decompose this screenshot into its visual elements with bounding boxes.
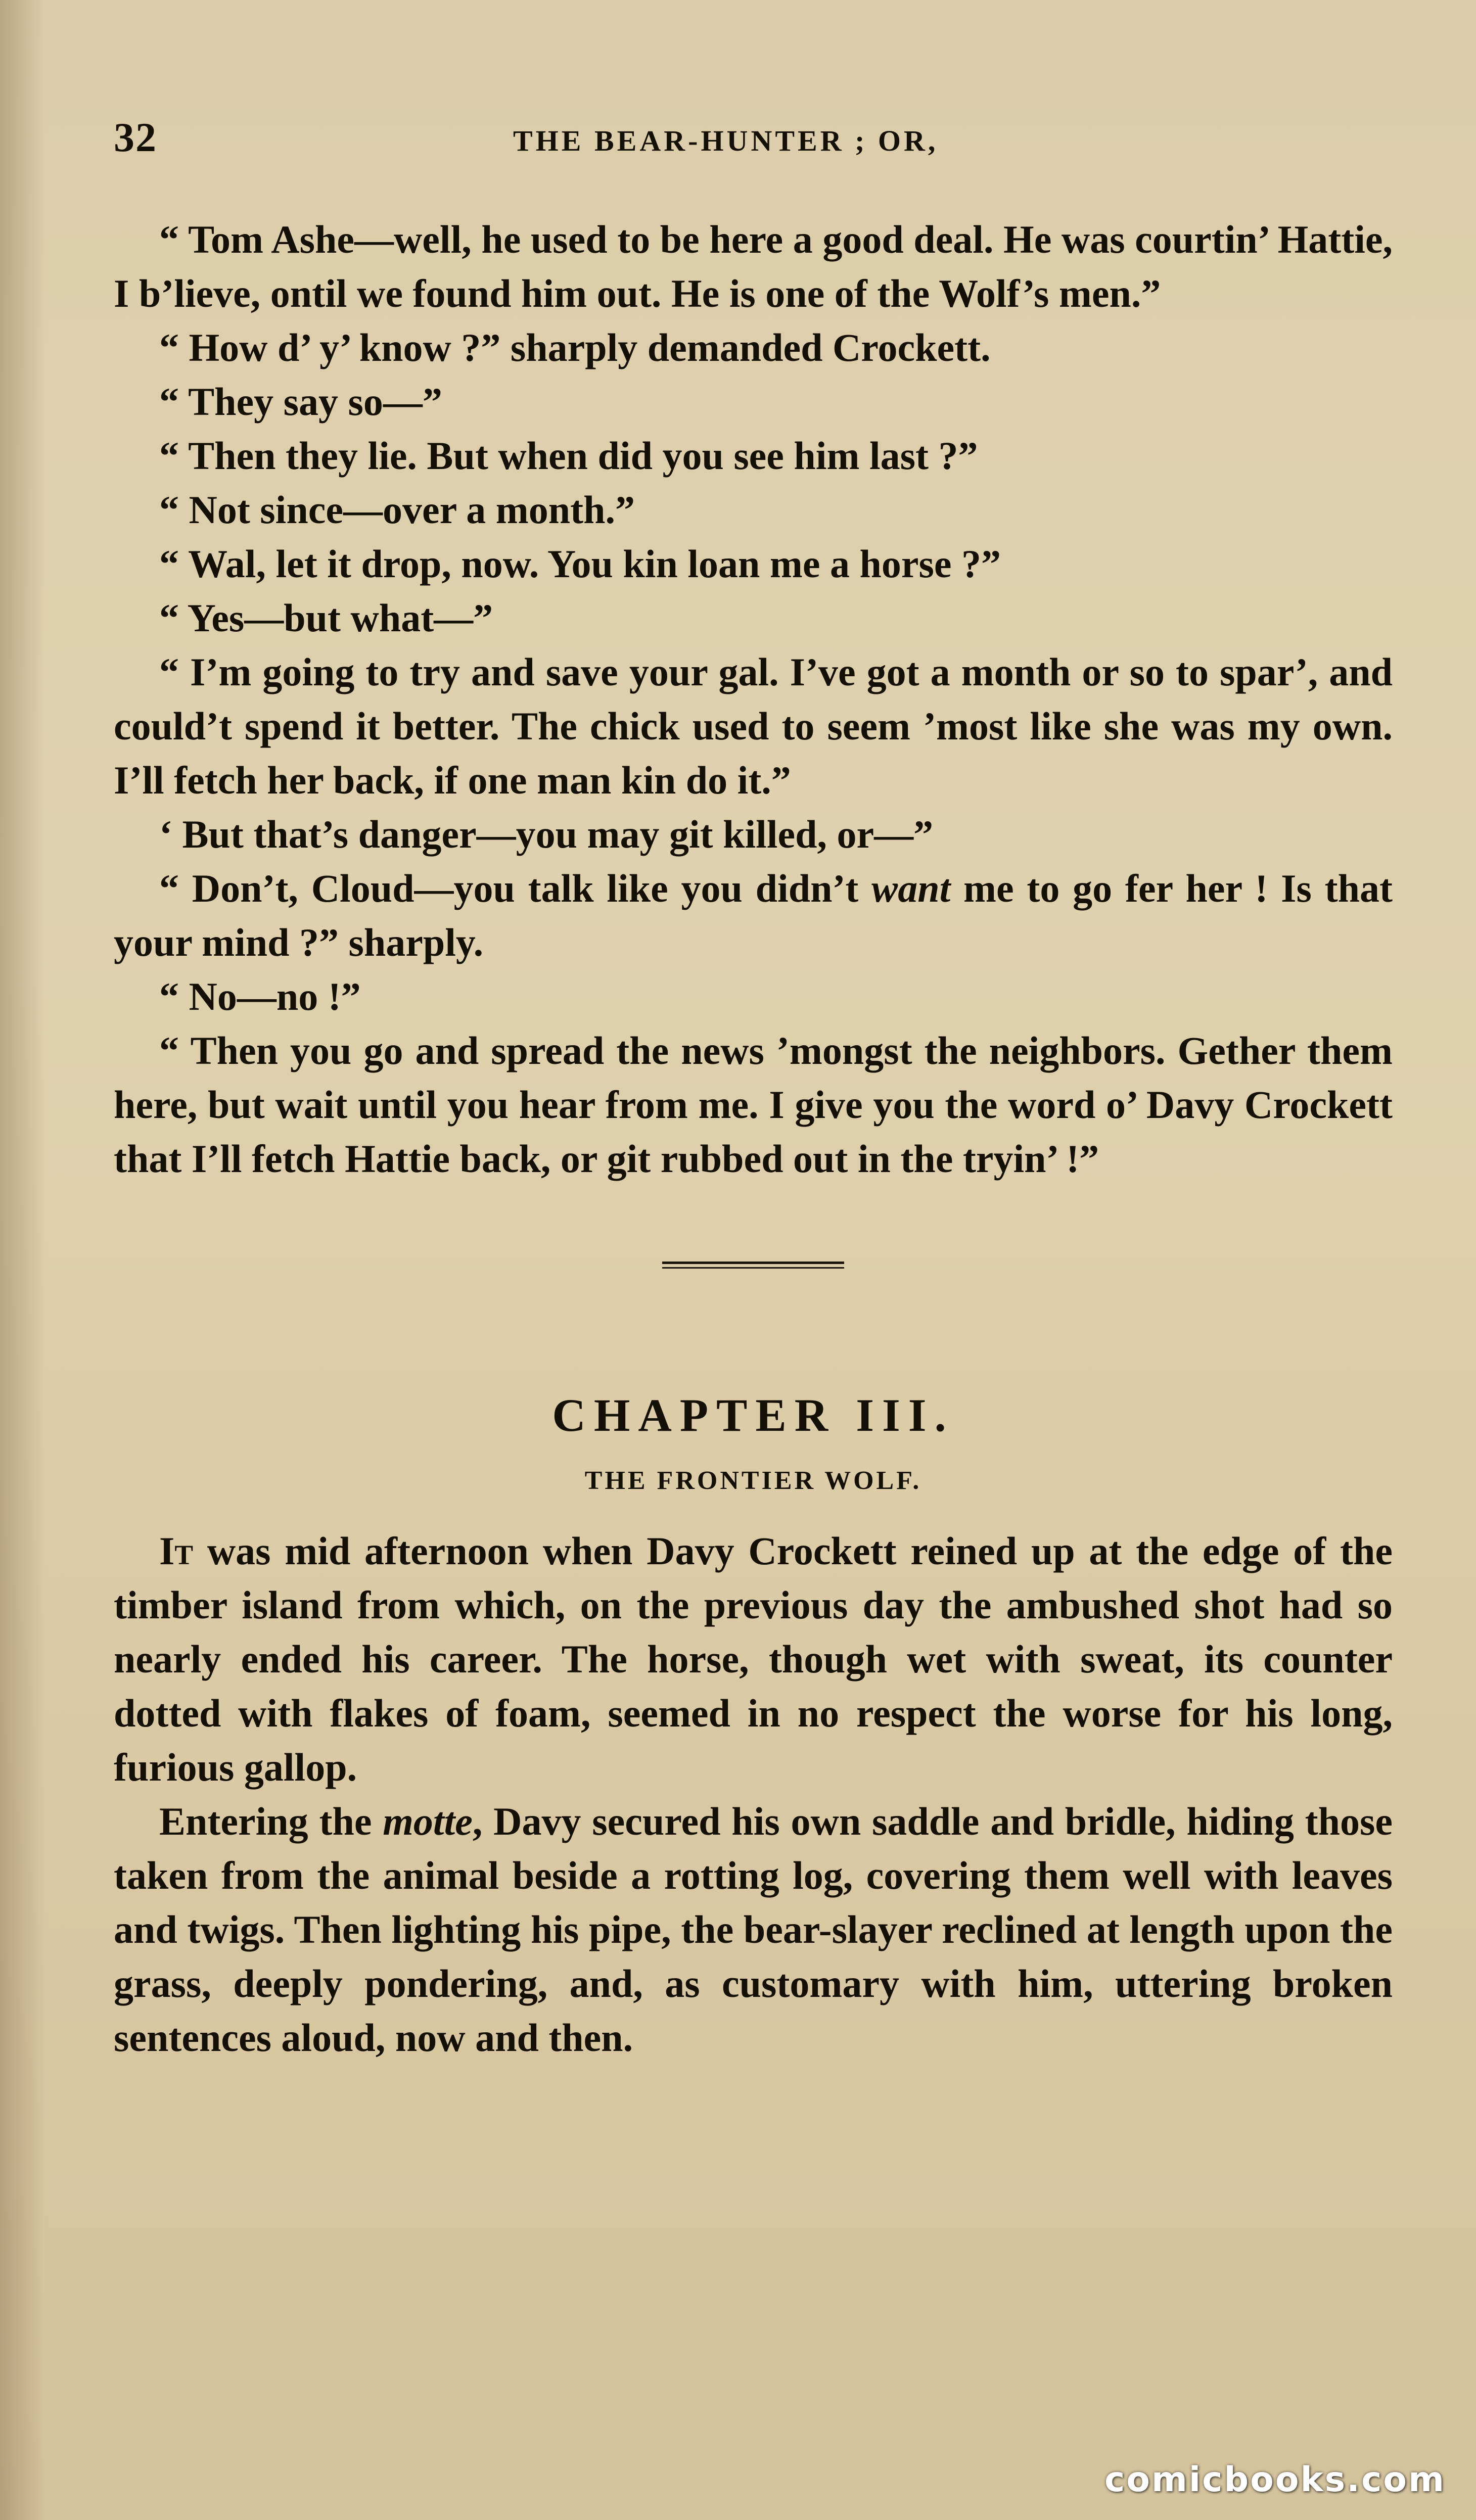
italic-word: motte [383, 1799, 473, 1843]
dialogue-paragraph: “ No—no !” [159, 974, 361, 1018]
dialogue-paragraph: “ Then they lie. But when did you see him last ?” [159, 434, 978, 478]
text-run: was mid afternoon when Davy Crockett reined up at the edge of the timber island from which, on the previous day the ambushed shot had so nearly ended his career. The horse, though wet with sweat, its counter dotted with flakes of foam, seemed in no respect the worse for his long, furious gallop. [114, 1529, 1393, 1789]
chapter-subtitle: THE FRONTIER WOLF. [584, 1466, 922, 1495]
text-run: “ Don’t, Cloud—you talk like you didn’t [159, 866, 872, 910]
body-paragraph [114, 1794, 1393, 2065]
text-run: me to go fer her ! Is that your mind ?” sharply. [114, 866, 1393, 964]
running-head [114, 109, 1398, 164]
section-divider [662, 1262, 844, 1269]
body-paragraph [114, 1524, 1393, 1794]
dialogue-paragraph: “ Yes—but what—” [159, 596, 493, 640]
chapter-heading: CHAPTER III. [552, 1389, 954, 1441]
page-edge-shadow [0, 0, 45, 2520]
text-run: Entering the [159, 1799, 383, 1843]
opening-word: It [159, 1529, 194, 1573]
dialogue-paragraph: “ Tom Ashe—well, he used to be here a good deal. He was courtin’ Hattie, I b’lieve, ontil we found him out. He is one of the Wolf’s men.” [114, 217, 1393, 315]
italic-word: want [871, 866, 951, 910]
watermark: comicbooks.com [1104, 2460, 1446, 2500]
dialogue-paragraph: “ Wal, let it drop, now. You kin loan me a horse ?” [159, 542, 1001, 586]
dialogue-paragraph: “ How d’ y’ know ?” sharply demanded Crockett. [159, 325, 991, 369]
text-run: , Davy secured his own saddle and bridle, hiding those taken from the animal beside a rotting log, covering them well with leaves and twigs. Then lighting his pipe, the bear-slayer reclined at length upon the grass, deeply pondering, and, as customary with him, uttering broken sentences aloud, now and then. [114, 1799, 1393, 2060]
dialogue-paragraph: “ Then you go and spread the news ’mongst the neighbors. Gether them here, but wait until you hear from me. I give you the word o’ Davy Crockett that I’ll fetch Hattie back, or git rubbed out in the tryin’ !” [114, 1029, 1393, 1181]
dialogue-paragraph: “ Not since—over a month.” [159, 488, 635, 532]
dialogue-paragraph-italic [114, 861, 1393, 969]
text-block [114, 212, 1393, 2065]
dialogue-paragraph: “ I’m going to try and save your gal. I’ve got a month or so to spar’, and could’t spend it better. The chick used to seem ’most like she was my own. I’ll fetch her back, if one man kin do it.” [114, 650, 1393, 802]
page-number: 32 [114, 114, 157, 160]
dialogue-paragraph: ‘ But that’s danger—you may git killed, or—” [159, 812, 934, 856]
running-title: THE BEAR-HUNTER ; OR, [513, 124, 939, 157]
dialogue-paragraph: “ They say so—” [159, 380, 442, 424]
